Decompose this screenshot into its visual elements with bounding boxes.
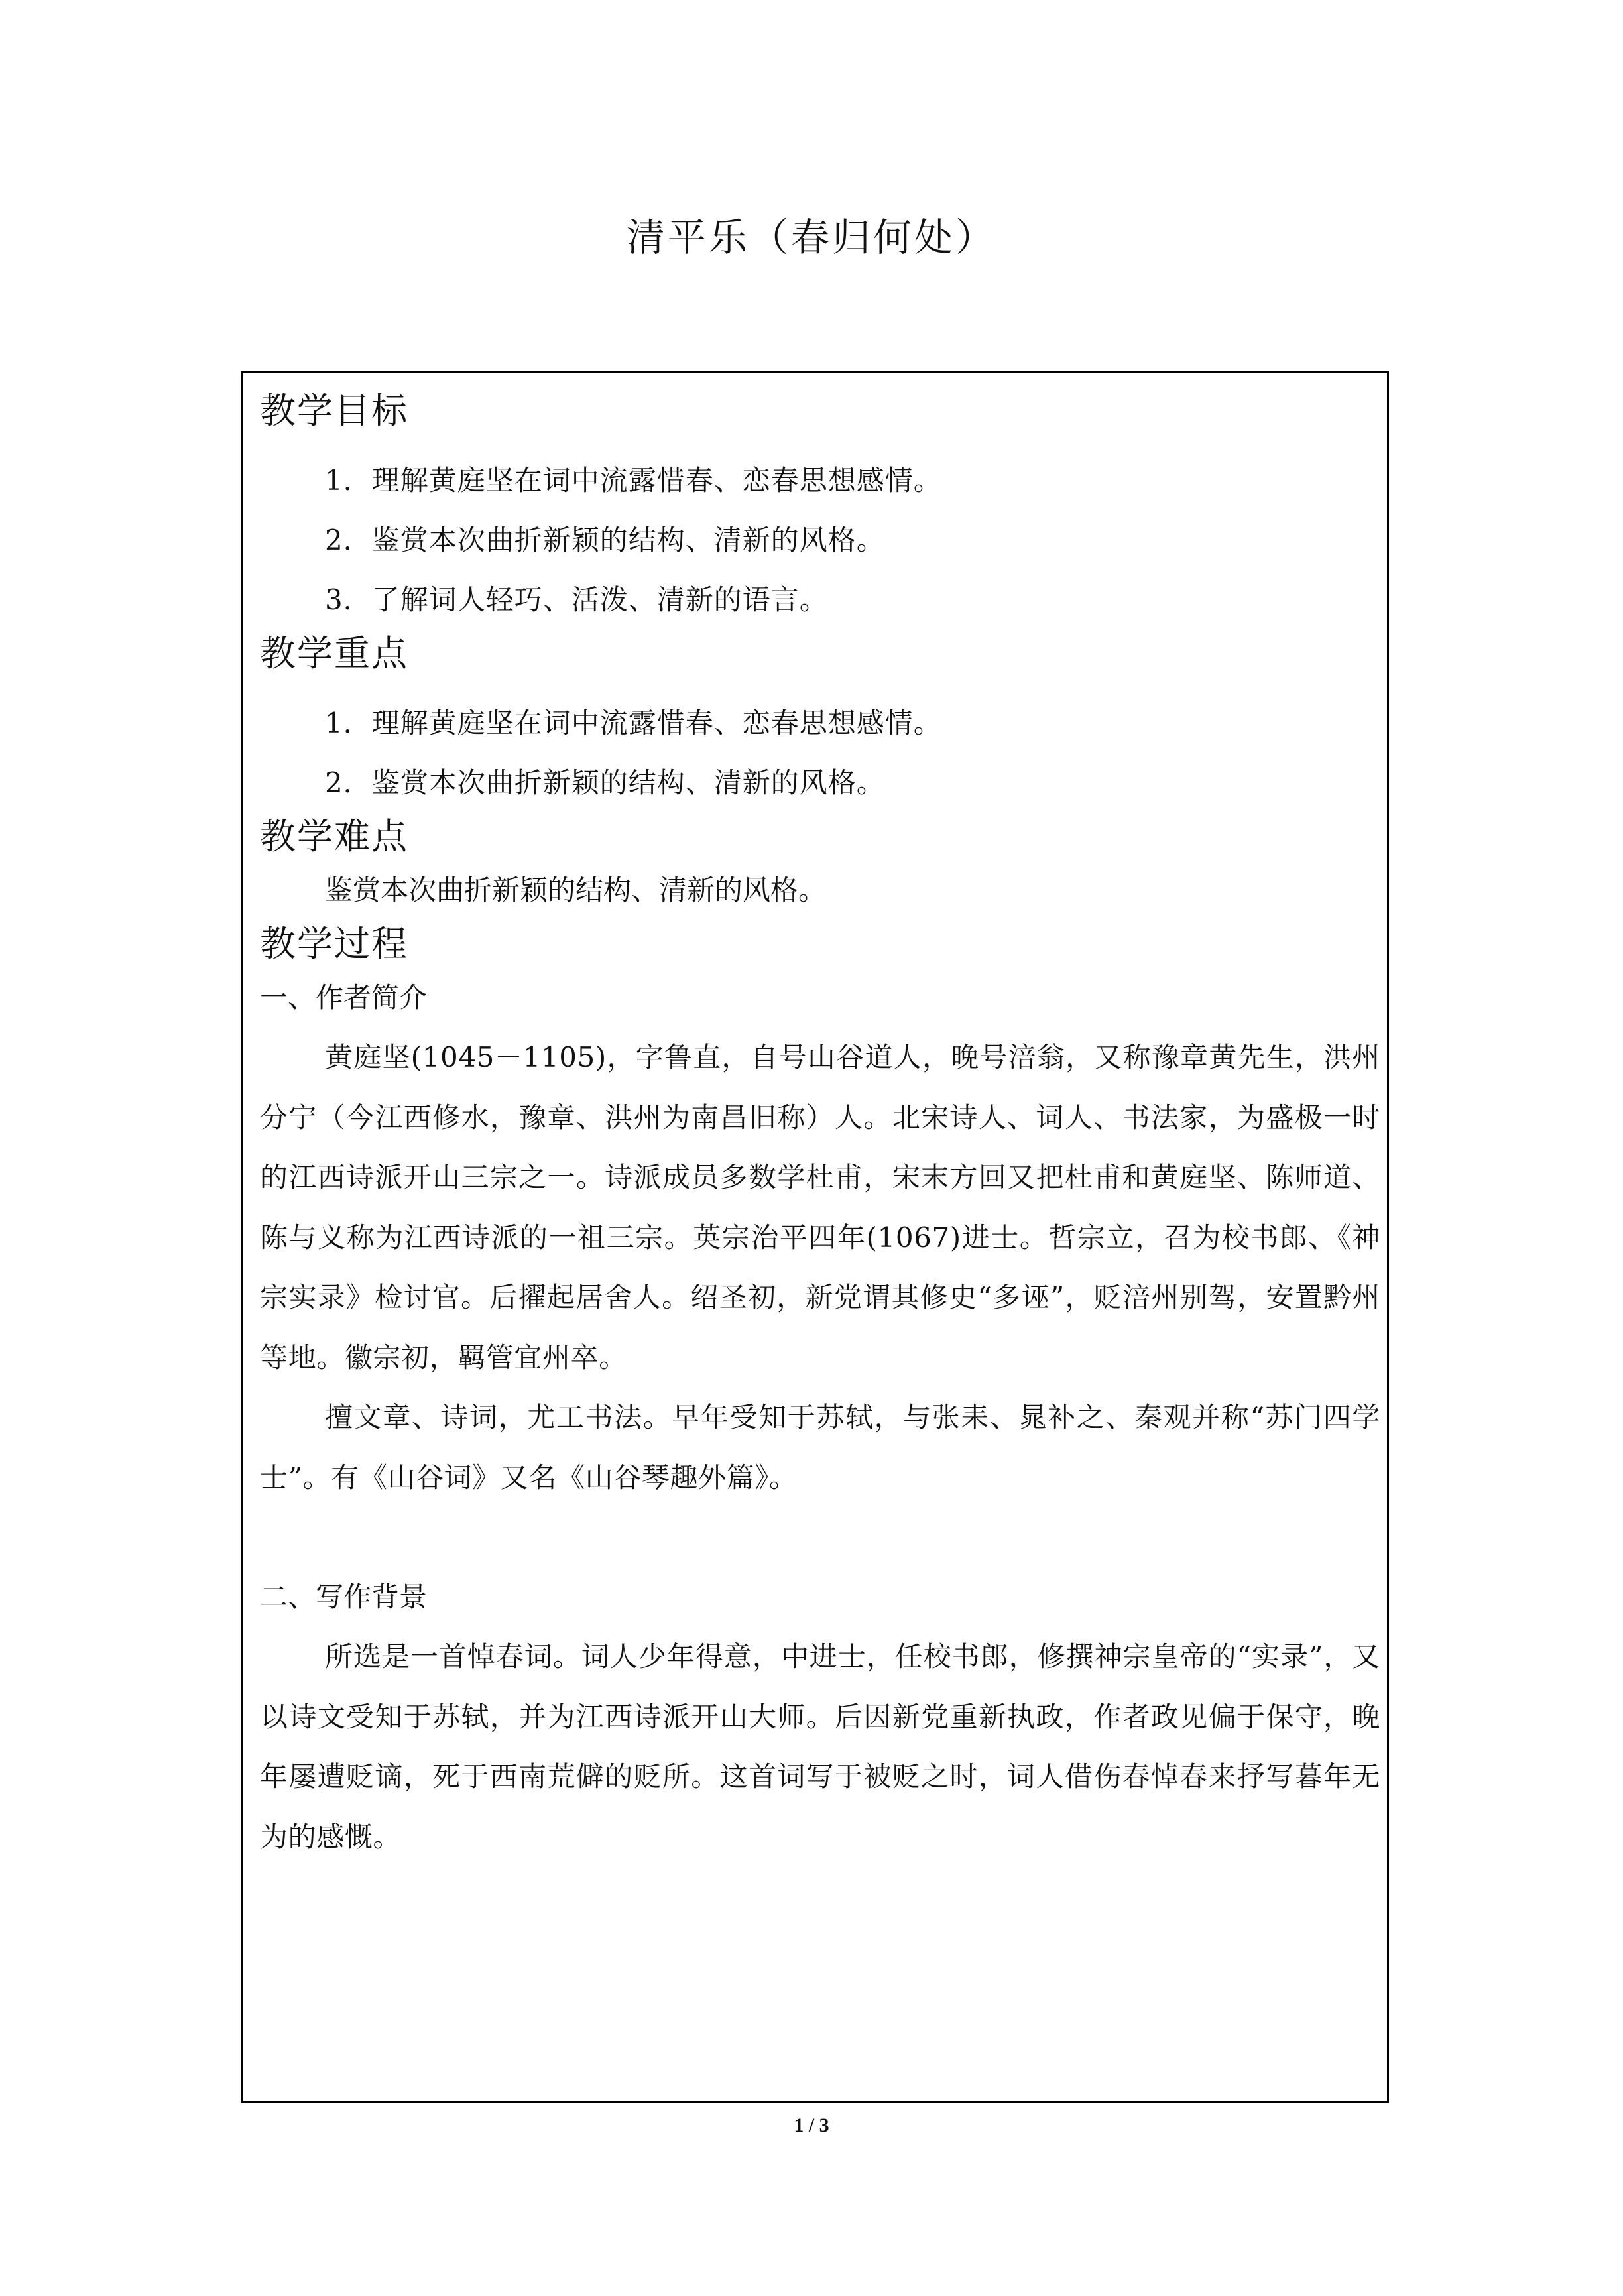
page-title: 清平乐（春归何处） <box>626 215 996 260</box>
goal-item-3: 3．了解词人轻巧、活泼、清新的语言。 <box>325 583 828 616</box>
background-heading: 二、写作背景 <box>260 1581 428 1613</box>
key-point-item-1: 1．理解黄庭坚在词中流露惜春、恋春思想感情。 <box>325 707 942 739</box>
background-paragraph-1: 所选是一首悼春词。词人少年得意，中进士，任校书郎，修撰神宗皇帝的“实录”，又以诗文受知于苏轼，并为江西诗派开山大师。后因新党重新执政，作者政见偏于保守，晚年屡遭贬谪，死于西南荒僻的贬所。这首词写于被贬之时，词人借伤春悼春来抒写暮年无为的感慨。 <box>260 1640 1380 1853</box>
key-points-list <box>260 694 1380 813</box>
page-number: 1 / 3 <box>794 2114 829 2136</box>
goals-heading: 教学目标 <box>260 390 408 432</box>
author-intro-paragraph-2: 擅文章、诗词，尤工书法。早年受知于苏轼，与张耒、晁补之、秦观并称“苏门四学士”。有《山谷词》又名《山谷琴趣外篇》。 <box>260 1401 1380 1494</box>
author-intro-paragraph-1: 黄庭坚(1045－1105)，字鲁直，自号山谷道人，晚号涪翁，又称豫章黄先生，洪州分宁（今江西修水，豫章、洪州为南昌旧称）人。北宋诗人、词人、书法家，为盛极一时的江西诗派开山三宗之一。诗派成员多数学杜甫，宋末方回又把杜甫和黄庭坚、陈师道、陈与义称为江西诗派的一祖三宗。英宗治平四年(1067)进士。哲宗立，召为校书郎、《神宗实录》检讨官。后擢起居舍人。绍圣初，新党谓其修史“多诬”，贬涪州别驾，安置黔州等地。徽宗初，羁管宜州卒。 <box>260 1041 1380 1374</box>
key-point-item-2: 2．鉴赏本次曲折新颖的结构、清新的风格。 <box>325 766 885 799</box>
goal-item-1: 1．理解黄庭坚在词中流露惜春、恋春思想感情。 <box>325 464 942 497</box>
key-points-heading: 教学重点 <box>260 633 408 674</box>
difficulties-text: 鉴赏本次曲折新颖的结构、清新的风格。 <box>325 874 827 906</box>
goals-list <box>260 451 1380 630</box>
author-intro-heading: 一、作者简介 <box>260 981 428 1014</box>
section-spacer <box>260 1508 1380 1567</box>
process-heading: 教学过程 <box>260 923 408 965</box>
lesson-content <box>260 387 1380 1867</box>
difficulties-heading: 教学难点 <box>260 816 408 857</box>
goal-item-2: 2．鉴赏本次曲折新颖的结构、清新的风格。 <box>325 524 885 556</box>
